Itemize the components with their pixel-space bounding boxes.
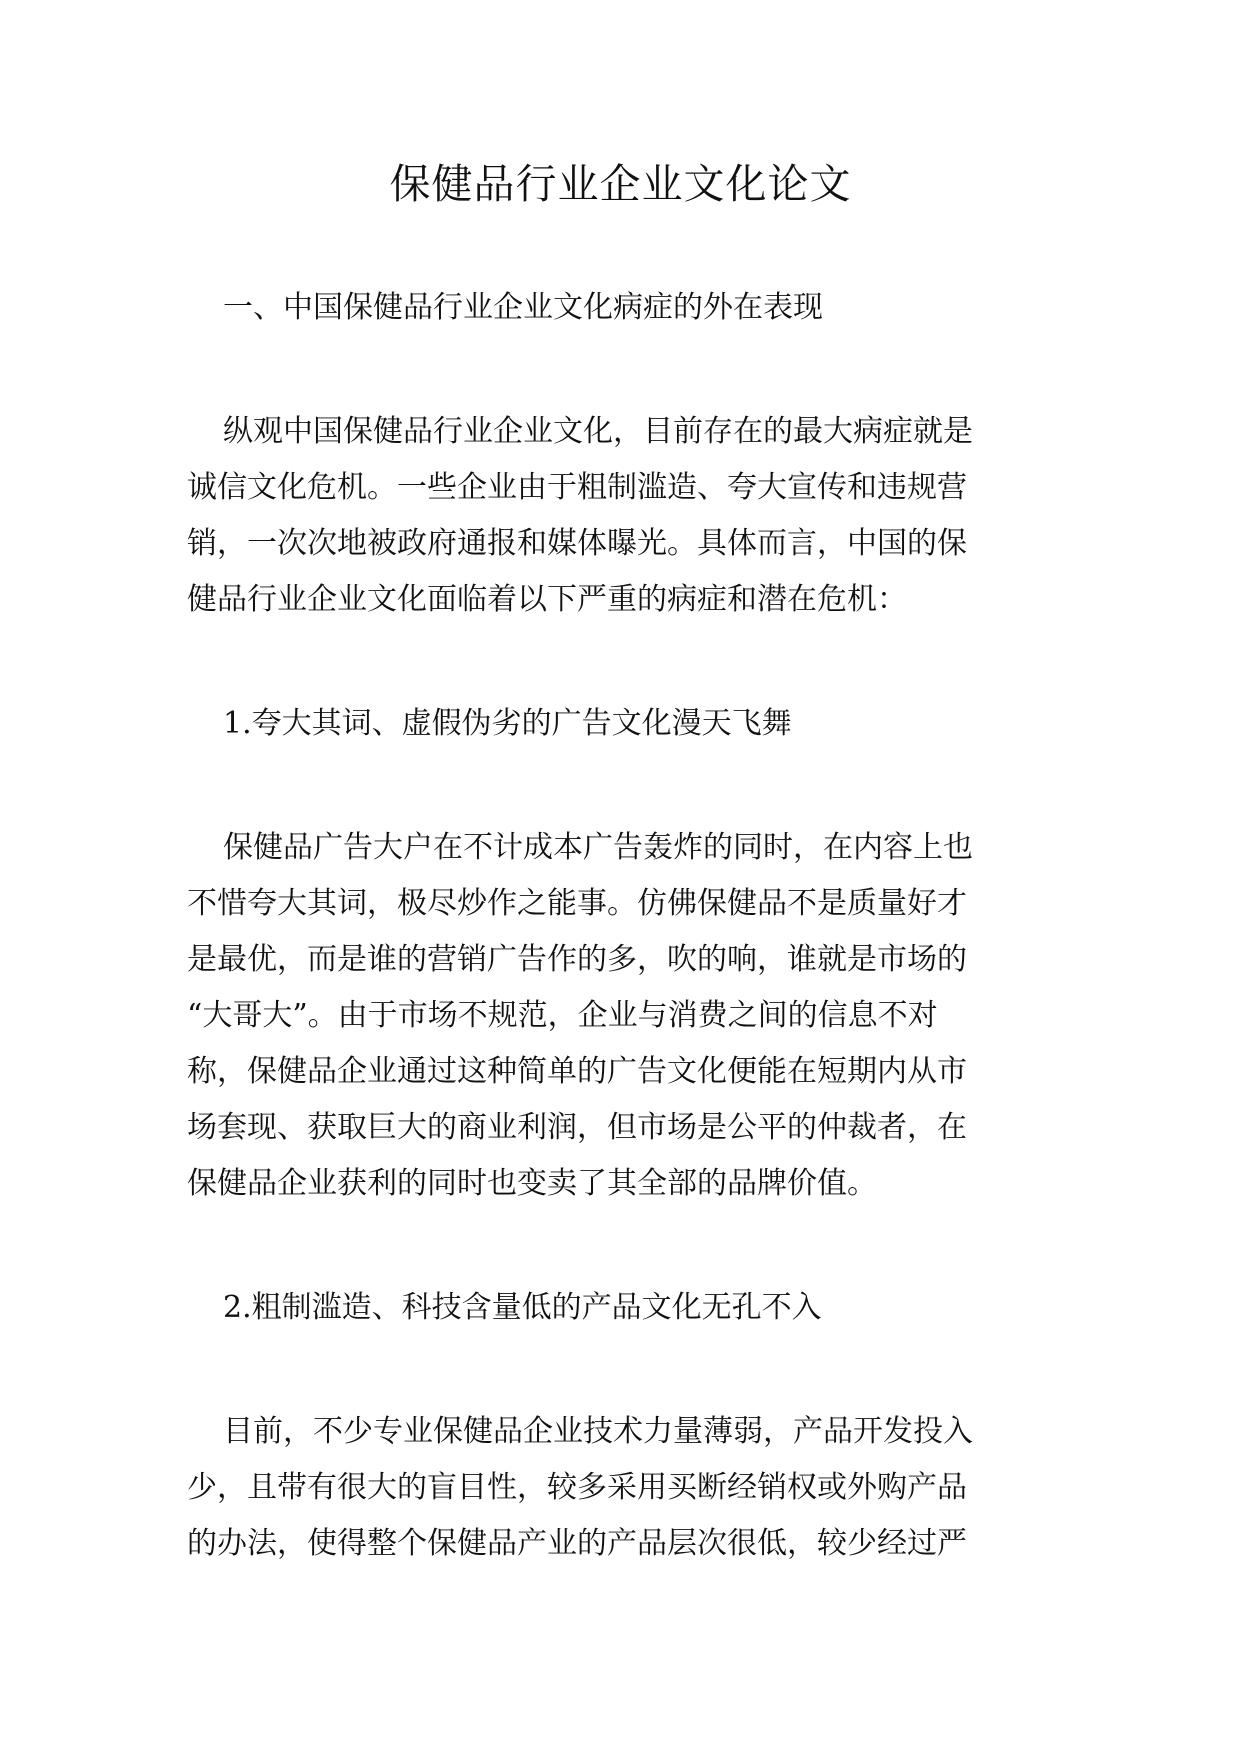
document-title: 保健品行业企业文化论文 — [389, 160, 852, 208]
paragraph-line: 不惜夸大其词，极尽炒作之能事。仿佛保健品不是质量好才 — [187, 886, 967, 921]
document-body — [187, 280, 1055, 1640]
paragraph-line: 的办法，使得整个保健品产业的产品层次很低，较少经过严 — [187, 1526, 967, 1561]
paragraph-line: 称，保健品企业通过这种简单的广告文化便能在短期内从市 — [187, 1054, 967, 1089]
subheading-2: 2.粗制滥造、科技含量低的产品文化无孔不入 — [223, 1290, 822, 1325]
paragraph-line: 少，且带有很大的盲目性，较多采用买断经销权或外购产品 — [187, 1470, 967, 1505]
paragraph-line: 纵观中国保健品行业企业文化，目前存在的最大病症就是 — [223, 414, 973, 449]
paragraph-1 — [187, 820, 1055, 1212]
paragraph-line: 销，一次次地被政府通报和媒体曝光。具体而言，中国的保 — [187, 526, 967, 561]
section-heading: 一、中国保健品行业企业文化病症的外在表现 — [223, 290, 823, 325]
paragraph-line: “大哥大”。由于市场不规范，企业与消费之间的信息不对 — [187, 998, 938, 1033]
subheading-1: 1.夸大其词、虚假伪劣的广告文化漫天飞舞 — [223, 706, 792, 741]
paragraph-2 — [187, 1404, 1055, 1572]
paragraph-line: 健品行业企业文化面临着以下严重的病症和潜在危机： — [187, 582, 907, 617]
intro-paragraph — [187, 404, 1055, 628]
paragraph-line: 场套现、获取巨大的商业利润，但市场是公平的仲裁者，在 — [187, 1110, 967, 1145]
paragraph-line: 诚信文化危机。一些企业由于粗制滥造、夸大宣传和违规营 — [187, 470, 967, 505]
paragraph-line: 保健品广告大户在不计成本广告轰炸的同时，在内容上也 — [223, 830, 973, 865]
paragraph-line: 是最优，而是谁的营销广告作的多，吹的响，谁就是市场的 — [187, 942, 967, 977]
paragraph-line: 保健品企业获利的同时也变卖了其全部的品牌价值。 — [187, 1166, 877, 1201]
paragraph-line: 目前，不少专业保健品企业技术力量薄弱，产品开发投入 — [223, 1414, 973, 1449]
